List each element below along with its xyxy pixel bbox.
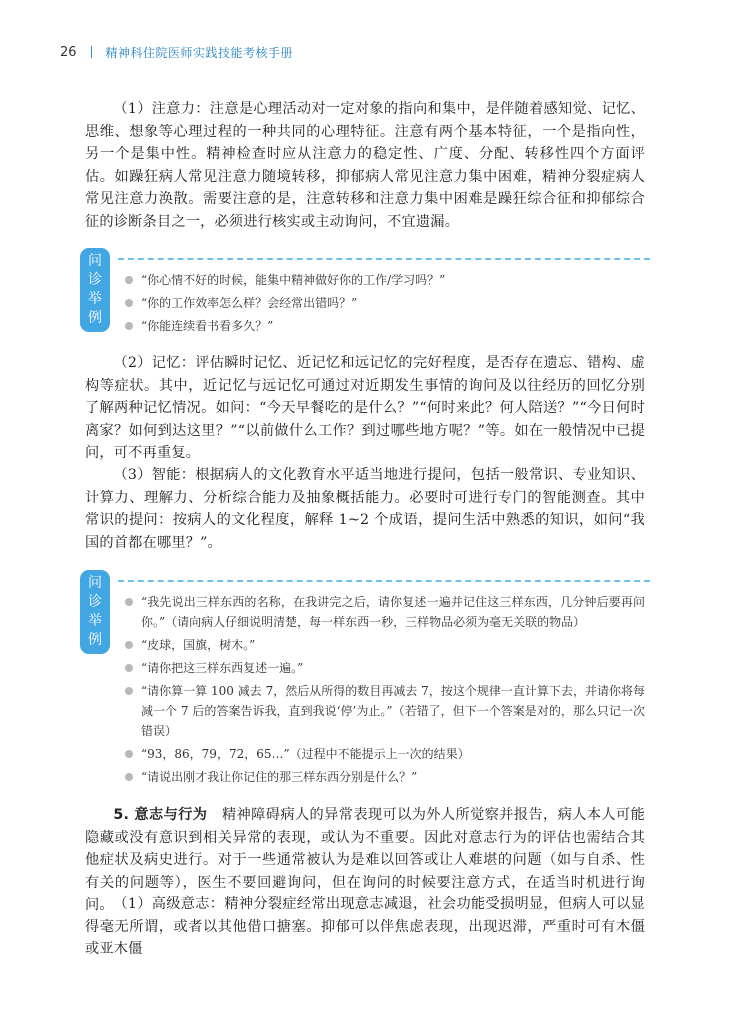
example-tab-char: 问 bbox=[88, 575, 102, 591]
list-item-text: “请说出刚才我让你记住的那三样东西分别是什么？” bbox=[141, 770, 418, 784]
dashed-divider bbox=[118, 580, 650, 582]
section-body: 精神障碍病人的异常表现可以为外人所觉察并报告，病人本人可能隐藏或没有意识到相关异常的表现，或认为不重要。因此对意志行为的评估也需结合其他症状及病史进行。对于一些通常被认为是难以回答或让人难堪的问题（如与自杀、性有关的问题等），医生不要回避询问，但在询问的时候要注意方式，在适当时机进行询问。 bbox=[85, 807, 645, 913]
dashed-divider bbox=[118, 258, 650, 260]
list-item bbox=[125, 293, 645, 313]
example-tab-char: 举 bbox=[88, 613, 102, 629]
list-item-text: “皮球，国旗，树木。” bbox=[141, 638, 256, 652]
example-tab-char: 举 bbox=[88, 291, 102, 307]
running-title: 精神科住院医师实践技能考核手册 bbox=[105, 45, 294, 60]
example-tab-char: 例 bbox=[88, 632, 102, 648]
example-tab bbox=[80, 248, 110, 332]
example-tab bbox=[80, 570, 110, 654]
example-tab-char: 例 bbox=[88, 310, 102, 326]
list-item bbox=[125, 270, 645, 290]
example-list bbox=[125, 592, 645, 790]
paragraph-intelligence: （3）智能：根据病人的文化教育水平适当地进行提问，包括一般常识、专业知识、计算力、理解力、分析综合能力及抽象概括能力。必要时可进行专门的智能测查。其中常识的提问：按病人的文化程度，解释 1~2 个成语，提问生活中熟悉的知识，如问“我国的首都在哪里？”。 bbox=[85, 467, 645, 551]
paragraph-volition: （1）高级意志：精神分裂症经常出现意志减退，社会功能受损明显，但病人可以显得毫无所谓，或者以其他借口搪塞。抑郁可以伴焦虑表现，出现迟滞，严重时可有木僵或亚木僵 bbox=[85, 896, 645, 957]
list-item bbox=[125, 744, 645, 764]
section-heading: 5. 意志与行为 bbox=[113, 807, 208, 823]
page-number: 26 bbox=[60, 44, 77, 60]
bullet-icon bbox=[125, 322, 133, 330]
page-header bbox=[60, 42, 293, 62]
list-item-text: “请你算一算 100 减去 7，然后从所得的数目再减去 7，按这个规律一直计算下去，并请你将每减一个 7 后的答案告诉我，直到我说‘停’为止。”（若错了，但下一个答案是对的，那么只记一次错误） bbox=[141, 684, 645, 738]
bullet-icon bbox=[125, 276, 133, 284]
list-item bbox=[125, 767, 645, 787]
bullet-icon bbox=[125, 641, 133, 649]
list-item bbox=[125, 592, 645, 632]
interview-example-2 bbox=[80, 570, 650, 790]
list-item-text: “你的工作效率怎么样？会经常出错吗？” bbox=[141, 296, 358, 310]
list-item-text: “请你把这三样东西复述一遍。” bbox=[141, 661, 304, 675]
example-tab-char: 问 bbox=[88, 253, 102, 269]
paragraph-attention: （1）注意力：注意是心理活动对一定对象的指向和集中，是伴随着感知觉、记忆、思维、想象等心理过程的一种共同的心理特征。注意有两个基本特征，一个是指向性，另一个是集中性。精神检查时应从注意力的稳定性、广度、分配、转移性四个方面评估。如躁狂病人常见注意力随境转移，抑郁病人常见注意力集中困难，精神分裂症病人常见注意力涣散。需要注意的是，注意转移和注意力集中困难是躁狂综合征和抑郁综合征的诊断条目之一，必须进行核实或主动询问，不宜遗漏。 bbox=[85, 101, 645, 230]
list-item bbox=[125, 316, 645, 336]
list-item bbox=[125, 658, 645, 678]
list-item-text: “我先说出三样东西的名称，在我讲完之后，请你复述一遍并记住这三样东西，几分钟后要再问你。”（请向病人仔细说明清楚，每一样东西一秒，三样物品必须为毫无关联的物品） bbox=[141, 595, 645, 629]
bullet-icon bbox=[125, 773, 133, 781]
bullet-icon bbox=[125, 664, 133, 672]
list-item-text: “93，86，79，72，65…”（过程中不能提示上一次的结果） bbox=[141, 747, 470, 761]
list-item-text: “你心情不好的时候，能集中精神做好你的工作/学习吗？” bbox=[141, 273, 446, 287]
bullet-icon bbox=[125, 299, 133, 307]
bullet-icon bbox=[125, 598, 133, 606]
header-divider bbox=[91, 46, 92, 58]
example-list bbox=[125, 270, 645, 339]
bullet-icon bbox=[125, 687, 133, 695]
list-item bbox=[125, 635, 645, 655]
paragraph-memory: （2）记忆：评估瞬时记忆、近记忆和远记忆的完好程度，是否存在遗忘、错构、虚构等症状。其中，近记忆与远记忆可通过对近期发生事情的询问及以往经历的回忆分别了解两种记忆情况。如问：“今天早餐吃的是什么？”“何时来此？何人陪送？”“今日何时离家？如何到达这里？”“以前做什么工作？到过哪些地方呢？”等。如在一般情况中已提问，可不再重复。 bbox=[85, 355, 645, 461]
list-item-text: “你能连续看书看多久？” bbox=[141, 319, 274, 333]
example-tab-char: 诊 bbox=[88, 594, 102, 610]
example-tab-char: 诊 bbox=[88, 272, 102, 288]
interview-example-1 bbox=[80, 248, 650, 340]
list-item bbox=[125, 681, 645, 741]
bullet-icon bbox=[125, 750, 133, 758]
